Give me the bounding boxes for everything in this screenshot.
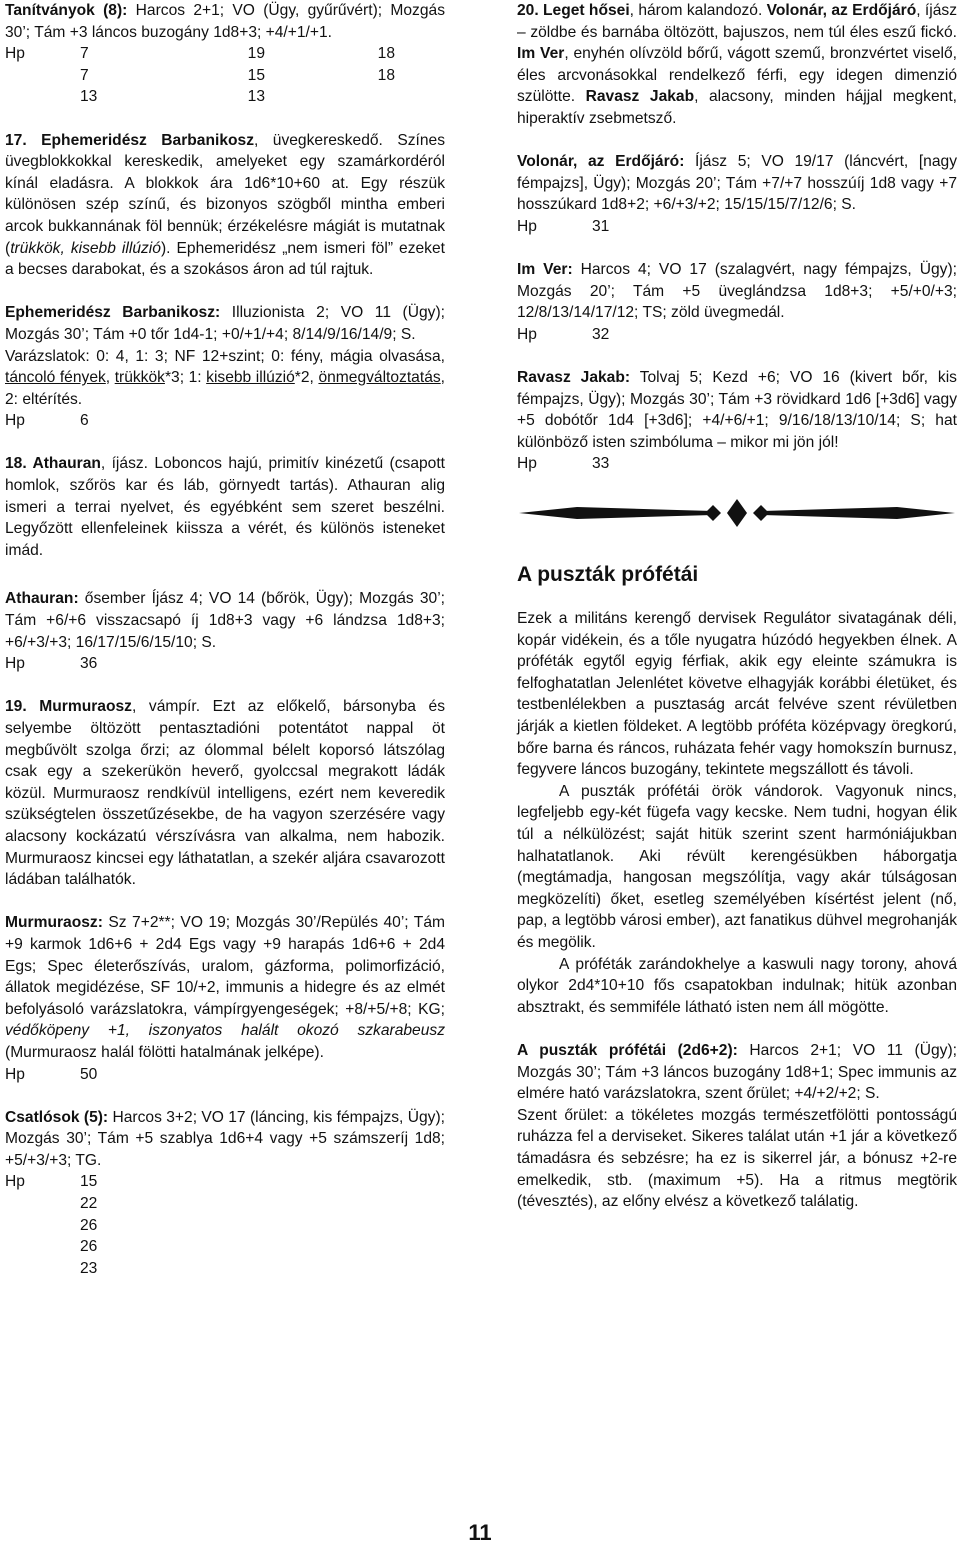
intro-paragraph: A puszták prófétái örök vándorok. Vagyonuk nincs, legfeljebb egy-két fügefa vagy kecske. Nem tudni, hogyan élik túl a nélkülözést; saját hitük szerint szent harmóniájukban halhatatlanok. Aki révült kerengésükben háborgatja (megtámadja, hangosan megszólítja, vagy akár túlságosan megközelíti) őket, esetleg személyében kísértést jelent (nő, pap, a legtöbb városi ember), azt fanatikus dühvel megrohanják és megölik. xyxy=(517,782,957,951)
hp-row xyxy=(517,216,957,238)
hp-value: 13 xyxy=(80,88,98,106)
hp-row xyxy=(517,324,957,346)
spell-name: táncoló fények xyxy=(5,369,106,387)
intro-paragraph: A próféták zarándokhelye a kaswuli nagy torony, ahová olykor 2d4*10+10 fős csapatokban indulnak; hitük azonban absztrakt, és semmiféle látható isten nem áll mögötte. xyxy=(517,955,957,1016)
intro-paragraph: Ezek a militáns kerengő dervisek Regulátor sivatagának déli, kopár vidékein, és a tőle nyugatra húzódó hegyekben élnek. A próféták egytől egyig férfiak, akik egy eleinte számukra is felfoghatatlan Jelenlétet követve elhagyják korábbi életüket, és testbenlélekben a pusztaság arcát felvéve szent révületben járják a kietlen földeket. A legtöbb próféta középvagy öregkorú, bőre barna és ráncos, ruházata fehér vagy homokszín burnusz, fegyvere láncos buzogány, tekintete megszállott és távoli. xyxy=(517,610,957,779)
body-text: , íjász. Loboncos hajú, primitív kinézetű (csapott homlok, szőrös kar és láb, görnyedt tartás). Athauran alig ismeri a terrai nyelvet, és egyébként sem szeret beszélni. Legyőzött ellenfeleinek kiissza a vérét, és különös isteneket imád. xyxy=(5,455,446,559)
murmuraosz-stat xyxy=(5,912,445,1063)
npc-name: Ravasz Jakab xyxy=(585,88,695,106)
hp-label: Hp xyxy=(5,1065,25,1083)
stat-text: Tolvaj 5; Kezd +6; VO 16 (kivert bőr, kis fémpajzs, Ügy); Mozgás 30’; Tám +3 rövidkard 1d6 [+3d6] vagy +5 dobótőr 1d4 [+3d6]; +4/+6/+1; 9/16/18/13/10/14; S; hat különböző isten szimbóluma – mikor mi jön jól! xyxy=(517,369,957,451)
hp-row xyxy=(5,410,445,432)
hp-label: Hp xyxy=(517,217,537,235)
location-number: 17. Ephemeridész Barbanikosz xyxy=(5,131,255,149)
location-number: 20. Leget hősei xyxy=(517,2,630,19)
hp-value: 18 xyxy=(377,66,395,84)
hp-value: 15 xyxy=(247,66,265,84)
hp-value: 26 xyxy=(80,1216,98,1234)
athauran-stat xyxy=(5,588,445,653)
tanitvanyok-stat xyxy=(5,0,445,43)
location-number: 18. Athauran xyxy=(5,455,101,473)
hp-row xyxy=(5,43,445,65)
location-17 xyxy=(5,130,445,281)
section-heading: A puszták prófétái xyxy=(517,563,699,587)
spell-name: önmegváltoztatás xyxy=(318,369,441,387)
hp-value: 19 xyxy=(247,45,265,63)
spell-name: kisebb illúzió xyxy=(206,369,295,387)
stat-text: Harcos 2+1; VO 11 (Ügy); Mozgás 30’; Tám +3 láncos buzogány 1d8+1; Spec immunis az elmére ható varázslatokra, szent őrület; +4/+2/+2; S. xyxy=(517,1041,957,1103)
page-number: 11 xyxy=(468,1520,492,1545)
stat-text: Harcos 4; VO 17 (szalagvért, nagy fémpajzs, Ügy); Mozgás 20’; Tám +5 üveglándzsa 1d8+3; +5/+0/+3; 12/8/13/14/17/12; TS; zöld üvegmedál. xyxy=(517,261,957,322)
spell-text: , xyxy=(105,369,115,387)
hp-row xyxy=(5,1215,445,1237)
hp-value: 31 xyxy=(592,217,610,235)
italic-text: trükkök, kisebb illúzió xyxy=(10,239,161,257)
hp-label: Hp xyxy=(5,412,25,430)
hp-value: 36 xyxy=(80,655,98,673)
location-18 xyxy=(5,453,445,561)
hp-row xyxy=(5,1171,445,1193)
stat-text: (Murmuraosz halál fölötti hatalmának jelképe). xyxy=(5,1043,324,1061)
spell-list xyxy=(5,346,445,411)
hp-label: Hp xyxy=(517,325,537,343)
body-text: , enyhén olívzöld bőrű, vágott szemű, bronzvértet viselő, éles arcvonásokkal rendelkező férfi, egy idegen dimenzió szülötte. xyxy=(517,45,957,106)
stat-name: Murmuraosz: xyxy=(5,914,103,932)
stat-name: Volonár, az Erdőjáró: xyxy=(517,153,685,171)
hp-value: 15 xyxy=(80,1173,98,1191)
stat-name: Ephemeridész Barbanikosz: xyxy=(5,304,221,322)
spell-text: , 2: eltérítés. xyxy=(5,369,446,408)
body-text: , íjász – zöldbe és barnába öltözött, bajuszos, nem túl éles eszű fickó. xyxy=(517,2,957,41)
stat-text: Harcos 3+2; VO 17 (láncing, kis fémpajzs, Ügy); Mozgás 30’; Tám +5 szablya 1d6+4 vagy +5 számszeríj 1d8; +5/+3/+3; TG. xyxy=(5,1108,445,1169)
hp-label: Hp xyxy=(5,1173,25,1191)
hp-row xyxy=(5,1193,445,1215)
body-text: ). Ephemeridész „nem ismeri föl” ezeket a becses darabokat, és a szokásos áron ad túl rajtuk. xyxy=(5,239,445,279)
ephemeridesz-stat xyxy=(5,302,445,345)
stat-text: Íjász 5; VO 19/17 (láncvért, [nagy fémpajzs], Ügy); Mozgás 20’; Tám +7/+7 hosszúíj 1d8 vagy +7 hosszúkard 1d8+2; +6/+3/+2; 15/15/15/7/12/6; S. xyxy=(517,153,958,214)
hp-value: 6 xyxy=(80,412,89,430)
hp-row xyxy=(5,653,445,675)
hp-row xyxy=(5,65,445,87)
hp-row xyxy=(5,1236,445,1258)
hp-label: Hp xyxy=(517,455,537,473)
left-column xyxy=(5,0,445,1279)
hp-row xyxy=(5,86,445,108)
hp-value: 23 xyxy=(80,1259,98,1277)
stat-text: Harcos 2+1; VO (Ügy, gyűrűvért); Mozgás 30’; Tám +3 láncos buzogány 1d8+3; +4/+1/+1. xyxy=(5,2,445,41)
stat-name: A puszták prófétái (2d6+2): xyxy=(517,1041,738,1059)
italic-text: védőköpeny +1, iszonyatos halált okozó szkarabeusz xyxy=(5,1022,445,1040)
body-text: , három kalandozó. xyxy=(629,2,767,19)
hp-label: Hp xyxy=(5,655,25,673)
spell-text: *2, xyxy=(294,369,319,387)
hp-row xyxy=(517,453,957,475)
hp-row xyxy=(5,1258,445,1280)
imver-stat xyxy=(517,259,957,324)
body-text: , vámpír. Ezt az előkelő, bársonyba és selyembe öltözött pentasztadióni potentátot nappal öt megbűvölt szolga őrzi; az ólommal bélelt koporsó látszólag csak egy a szekerükön heverő, gyolccsal megrakott ládák közül. Murmuraosz rendkívül intelligens, ezért nem keveredik szükségtelen összetűzésekbe, de ha vagyon szerzésére vagy alacsony kockázatú vérszívásra van alkalma, nem habozik. Murmuraosz kincsei egy láthatatlan, a szekér aljára csavarozott ládában találhatók. xyxy=(5,698,445,889)
hp-label: Hp xyxy=(5,45,25,63)
stat-name: Ravasz Jakab: xyxy=(517,369,631,387)
stat-text: ősember Íjász 4; VO 14 (bőrök, Ügy); Mozgás 30’; Tám +6/+6 visszacsapó íj 1d8+3 vagy +6 lándzsa 1d8+3; +6/+3/+3; 16/17/15/6/15/10; S. xyxy=(5,590,445,651)
hp-row xyxy=(5,1064,445,1086)
right-column xyxy=(517,0,957,1213)
body-text: , üvegkereskedő. Színes üvegblokkokkal kereskedik, amelyeket egy szamárkordéról kínál eladásra. A blokkok ára 1d6*10+60 at. Egy részük különösen szép színű, és bizonyos szögből mintha emberi arcok bukkannának föl bennük; érzékelésre mágiát is mutatnak ( xyxy=(5,131,445,257)
profeta-stat xyxy=(517,1040,957,1105)
hp-value: 50 xyxy=(80,1065,98,1083)
hp-value: 26 xyxy=(80,1238,98,1256)
location-19 xyxy=(5,696,445,890)
stat-name: Csatlósok (5): xyxy=(5,1108,109,1126)
npc-name: Im Ver xyxy=(517,45,565,63)
stat-text: Illuzionista 2; VO 11 (Ügy); Mozgás 30’; Tám +0 tőr 1d4-1; +0/+1/+4; 8/14/9/16/14/9; S. xyxy=(5,304,446,343)
hp-value: 32 xyxy=(592,325,610,343)
special-rule: Szent őrület: a tökéletes mozgás természetfölötti pontosságú ruházza fel a derviseket. Sikeres találat után +1 jár a következő támadásra és sebzésre; ha ez is sikerrel jár, a bónusz +2-re emelkedik, stb. (maximum +5). Ha a ritmus megtörik (tévesztés), az előny elvész a következő találatig. xyxy=(517,1106,957,1211)
section-divider-ornament xyxy=(517,483,957,539)
npc-name: Volonár, az Erdőjáró xyxy=(766,2,917,19)
stat-text: Sz 7+2**; VO 19; Mozgás 30’/Repülés 40’; Tám +9 karmok 1d6+6 + 2d4 Egs vagy +9 harapás 1d6+6 + 2d4 Egs; Spec életerőszívás, uralom, gázforma, polimorfizáció, állatok megidézése, SF 10/+2, immunis a hidegre és az elmét befolyásoló varázslatokra, vámpírgyengeségek; +8/+5/+8; KG; xyxy=(5,914,445,1018)
jakab-stat xyxy=(517,367,957,453)
volonar-stat xyxy=(517,151,957,216)
hp-value: 18 xyxy=(377,45,395,63)
hp-value: 13 xyxy=(247,88,265,106)
stat-name: Im Ver: xyxy=(517,261,573,279)
hp-value: 22 xyxy=(80,1195,98,1213)
hp-value: 33 xyxy=(592,455,610,473)
stat-name: Athauran: xyxy=(5,590,79,608)
location-20 xyxy=(517,0,957,130)
hp-value: 7 xyxy=(80,66,89,84)
stat-name: Tanítványok (8): xyxy=(5,2,128,19)
csatlosok-stat xyxy=(5,1107,445,1172)
location-number: 19. Murmuraosz xyxy=(5,698,132,716)
spell-name: trükkök xyxy=(114,369,165,387)
hp-value: 7 xyxy=(80,45,89,63)
body-text: , alacsony, minden hájjal megkent, hiperaktív zsebmetsző. xyxy=(517,88,957,127)
spell-text: Varázslatok: 0: 4, 1: 3; NF 12+szint; 0: fény, mágia olvasása, xyxy=(5,347,445,365)
spell-text: *3; 1: xyxy=(164,369,207,387)
